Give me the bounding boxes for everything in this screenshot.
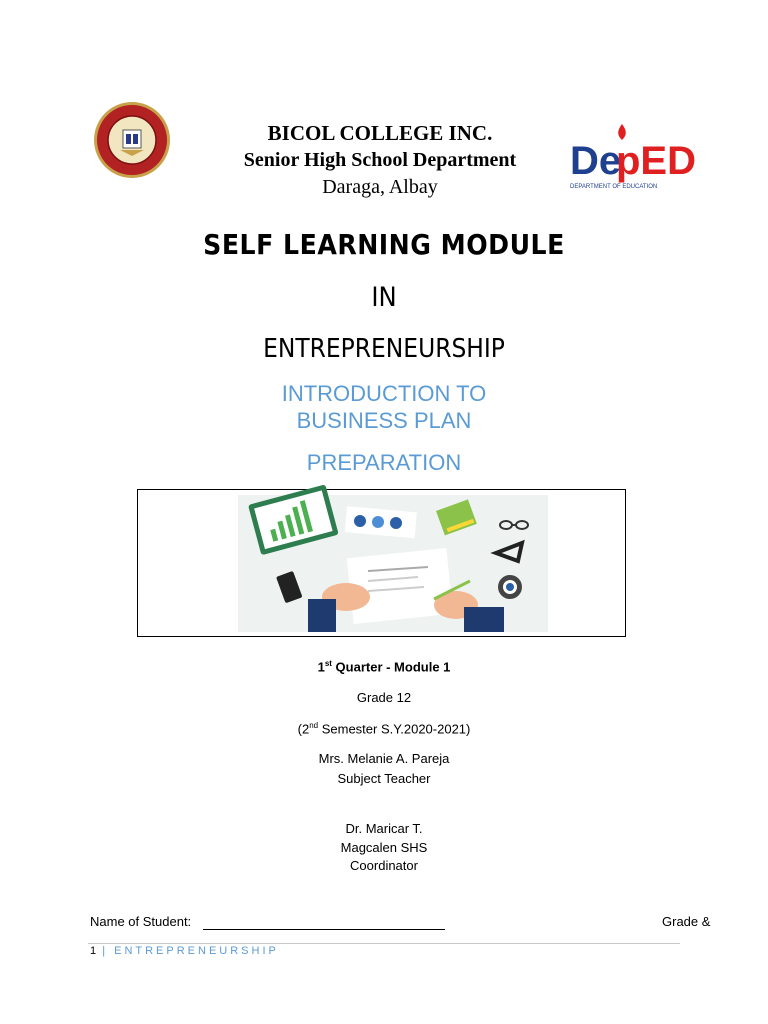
coordinator-name-line2: Magcalen SHS: [340, 840, 428, 855]
department-name: Senior High School Department: [243, 149, 517, 171]
footer-divider: [88, 943, 680, 944]
bicol-college-seal-logo: [86, 100, 178, 180]
footer-separator: |: [102, 945, 109, 957]
deped-logo-subtitle: DEPARTMENT OF EDUCATION: [570, 184, 658, 190]
student-name-label: Name of Student:: [90, 914, 192, 929]
svg-text:De: De: [570, 139, 622, 183]
coordinator-name-line1: Dr. Maricar T.: [345, 821, 423, 836]
grade-section-label: Grade &: [662, 914, 711, 929]
module-title: SELF LEARNING MODULE: [203, 228, 565, 261]
page-number: 1: [90, 945, 97, 957]
student-name-blank[interactable]: [203, 929, 445, 930]
business-plan-illustration: [238, 495, 548, 632]
college-location: Daraga, Albay: [322, 176, 438, 198]
semester-label: (2nd Semester S.Y.2020-2021): [297, 721, 471, 737]
institution-header: [200, 120, 560, 201]
topic-title: INTRODUCTION TO BUSINESS PLAN: [281, 381, 487, 433]
footer-subject: ENTREPRENEURSHIP: [114, 945, 279, 957]
teacher-role: Subject Teacher: [337, 771, 431, 786]
module-title-in: IN: [371, 282, 397, 313]
teacher-name: Mrs. Melanie A. Pareja: [318, 751, 450, 766]
svg-text:pED: pED: [616, 139, 696, 183]
cover-illustration-frame: [137, 489, 626, 637]
coordinator-role: Coordinator: [350, 858, 418, 873]
topic-subtitle: PREPARATION: [306, 450, 462, 475]
college-name: BICOL COLLEGE INC.: [267, 121, 493, 145]
page-footer: [90, 945, 279, 957]
quarter-module-label: 1st Quarter - Module 1: [317, 659, 451, 675]
deped-logo: [568, 122, 696, 194]
module-subject-title: ENTREPRENEURSHIP: [263, 334, 505, 364]
grade-level: Grade 12: [356, 690, 412, 705]
